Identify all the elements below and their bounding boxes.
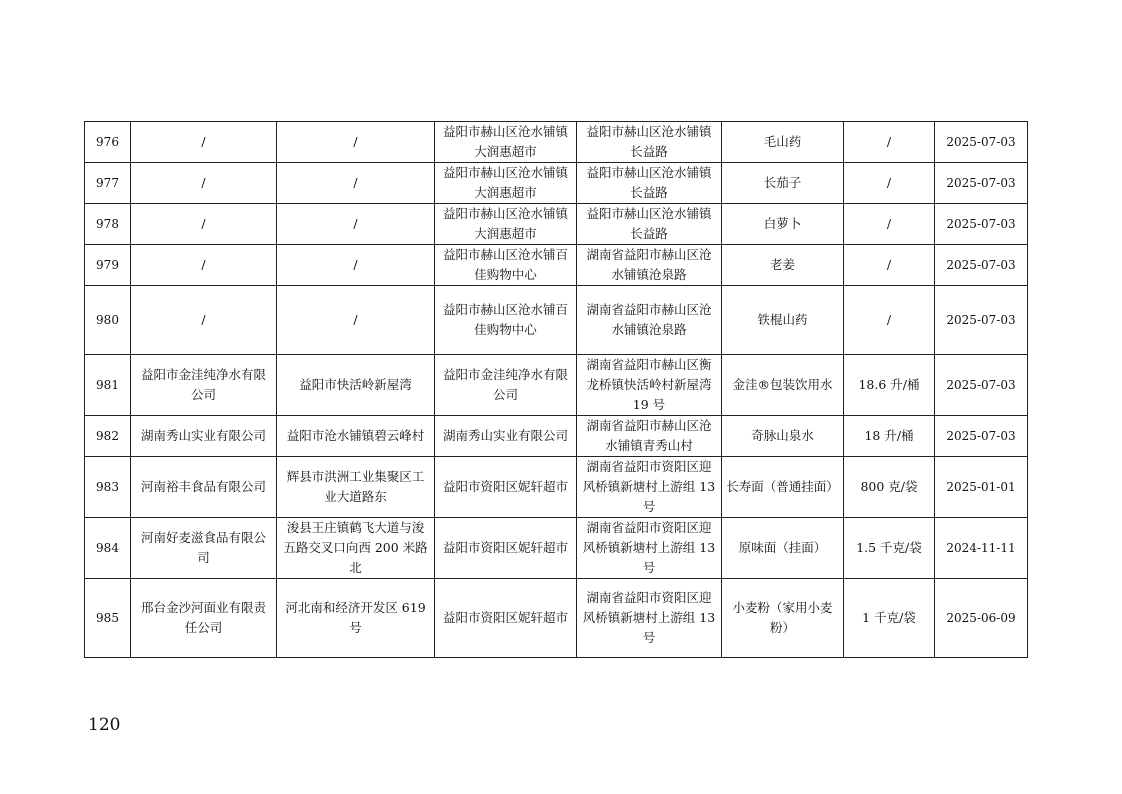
row-number: 979 bbox=[85, 245, 131, 286]
product-name: 白萝卜 bbox=[722, 204, 844, 245]
producer-address: 浚县王庄镇鹤飞大道与浚五路交叉口向西 200 米路北 bbox=[277, 518, 435, 579]
product-name: 铁棍山药 bbox=[722, 286, 844, 355]
product-name: 毛山药 bbox=[722, 122, 844, 163]
seller-name: 益阳市资阳区妮轩超市 bbox=[435, 518, 577, 579]
row-number: 976 bbox=[85, 122, 131, 163]
product-spec: / bbox=[844, 286, 935, 355]
row-number: 980 bbox=[85, 286, 131, 355]
product-table bbox=[84, 121, 1028, 658]
producer-name: / bbox=[131, 245, 277, 286]
row-number: 982 bbox=[85, 416, 131, 457]
seller-address: 湖南省益阳市赫山区衡龙桥镇快活岭村新屋湾 19 号 bbox=[577, 355, 722, 416]
seller-name: 益阳市赫山区沧水铺镇大润惠超市 bbox=[435, 122, 577, 163]
producer-address: 益阳市快活岭新屋湾 bbox=[277, 355, 435, 416]
product-spec: 18 升/桶 bbox=[844, 416, 935, 457]
producer-address: 河北南和经济开发区 619 号 bbox=[277, 579, 435, 658]
seller-name: 益阳市资阳区妮轩超市 bbox=[435, 579, 577, 658]
table-row bbox=[85, 355, 1028, 416]
producer-name: / bbox=[131, 286, 277, 355]
product-spec: 18.6 升/桶 bbox=[844, 355, 935, 416]
product-spec: 1 千克/袋 bbox=[844, 579, 935, 658]
product-name: 长寿面（普通挂面） bbox=[722, 457, 844, 518]
row-number: 981 bbox=[85, 355, 131, 416]
producer-address: / bbox=[277, 204, 435, 245]
table-row bbox=[85, 286, 1028, 355]
product-spec: / bbox=[844, 245, 935, 286]
table-row bbox=[85, 416, 1028, 457]
table-row bbox=[85, 163, 1028, 204]
seller-name: 益阳市资阳区妮轩超市 bbox=[435, 457, 577, 518]
seller-name: 益阳市金洼纯净水有限公司 bbox=[435, 355, 577, 416]
producer-address: / bbox=[277, 122, 435, 163]
product-name: 原味面（挂面） bbox=[722, 518, 844, 579]
seller-address: 益阳市赫山区沧水铺镇长益路 bbox=[577, 204, 722, 245]
product-spec: 800 克/袋 bbox=[844, 457, 935, 518]
seller-address: 湖南省益阳市资阳区迎风桥镇新塘村上游组 13 号 bbox=[577, 518, 722, 579]
seller-address: 湖南省益阳市赫山区沧水铺镇沧泉路 bbox=[577, 286, 722, 355]
seller-name: 益阳市赫山区沧水铺百佳购物中心 bbox=[435, 286, 577, 355]
seller-address: 湖南省益阳市资阳区迎风桥镇新塘村上游组 13 号 bbox=[577, 457, 722, 518]
row-number: 985 bbox=[85, 579, 131, 658]
table-row bbox=[85, 245, 1028, 286]
table-row bbox=[85, 579, 1028, 658]
product-name: 长茄子 bbox=[722, 163, 844, 204]
row-number: 977 bbox=[85, 163, 131, 204]
production-date: 2025-07-03 bbox=[935, 355, 1028, 416]
seller-name: 湖南秀山实业有限公司 bbox=[435, 416, 577, 457]
production-date: 2025-07-03 bbox=[935, 163, 1028, 204]
seller-address: 益阳市赫山区沧水铺镇长益路 bbox=[577, 163, 722, 204]
production-date: 2024-11-11 bbox=[935, 518, 1028, 579]
product-spec: 1.5 千克/袋 bbox=[844, 518, 935, 579]
production-date: 2025-07-03 bbox=[935, 416, 1028, 457]
producer-name: / bbox=[131, 163, 277, 204]
row-number: 978 bbox=[85, 204, 131, 245]
producer-address: 益阳市沧水铺镇碧云峰村 bbox=[277, 416, 435, 457]
producer-address: 辉县市洪洲工业集聚区工业大道路东 bbox=[277, 457, 435, 518]
seller-address: 湖南省益阳市资阳区迎风桥镇新塘村上游组 13 号 bbox=[577, 579, 722, 658]
page-number: 120 bbox=[88, 715, 121, 735]
seller-name: 益阳市赫山区沧水铺镇大润惠超市 bbox=[435, 204, 577, 245]
production-date: 2025-07-03 bbox=[935, 286, 1028, 355]
table-row bbox=[85, 122, 1028, 163]
seller-name: 益阳市赫山区沧水铺镇大润惠超市 bbox=[435, 163, 577, 204]
production-date: 2025-07-03 bbox=[935, 245, 1028, 286]
seller-name: 益阳市赫山区沧水铺百佳购物中心 bbox=[435, 245, 577, 286]
seller-address: 湖南省益阳市赫山区沧水铺镇青秀山村 bbox=[577, 416, 722, 457]
product-spec: / bbox=[844, 122, 935, 163]
product-spec: / bbox=[844, 163, 935, 204]
producer-address: / bbox=[277, 163, 435, 204]
row-number: 984 bbox=[85, 518, 131, 579]
table-row bbox=[85, 204, 1028, 245]
producer-address: / bbox=[277, 286, 435, 355]
product-name: 老姜 bbox=[722, 245, 844, 286]
production-date: 2025-07-03 bbox=[935, 122, 1028, 163]
producer-address: / bbox=[277, 245, 435, 286]
producer-name: 河南好麦滋食品有限公司 bbox=[131, 518, 277, 579]
row-number: 983 bbox=[85, 457, 131, 518]
producer-name: 河南裕丰食品有限公司 bbox=[131, 457, 277, 518]
table-row bbox=[85, 518, 1028, 579]
product-name: 金洼®包装饮用水 bbox=[722, 355, 844, 416]
production-date: 2025-06-09 bbox=[935, 579, 1028, 658]
producer-name: 益阳市金洼纯净水有限公司 bbox=[131, 355, 277, 416]
product-name: 奇脉山泉水 bbox=[722, 416, 844, 457]
table-row bbox=[85, 457, 1028, 518]
seller-address: 湖南省益阳市赫山区沧水铺镇沧泉路 bbox=[577, 245, 722, 286]
producer-name: / bbox=[131, 204, 277, 245]
production-date: 2025-01-01 bbox=[935, 457, 1028, 518]
producer-name: 邢台金沙河面业有限责任公司 bbox=[131, 579, 277, 658]
production-date: 2025-07-03 bbox=[935, 204, 1028, 245]
seller-address: 益阳市赫山区沧水铺镇长益路 bbox=[577, 122, 722, 163]
product-spec: / bbox=[844, 204, 935, 245]
producer-name: 湖南秀山实业有限公司 bbox=[131, 416, 277, 457]
producer-name: / bbox=[131, 122, 277, 163]
product-name: 小麦粉（家用小麦粉） bbox=[722, 579, 844, 658]
